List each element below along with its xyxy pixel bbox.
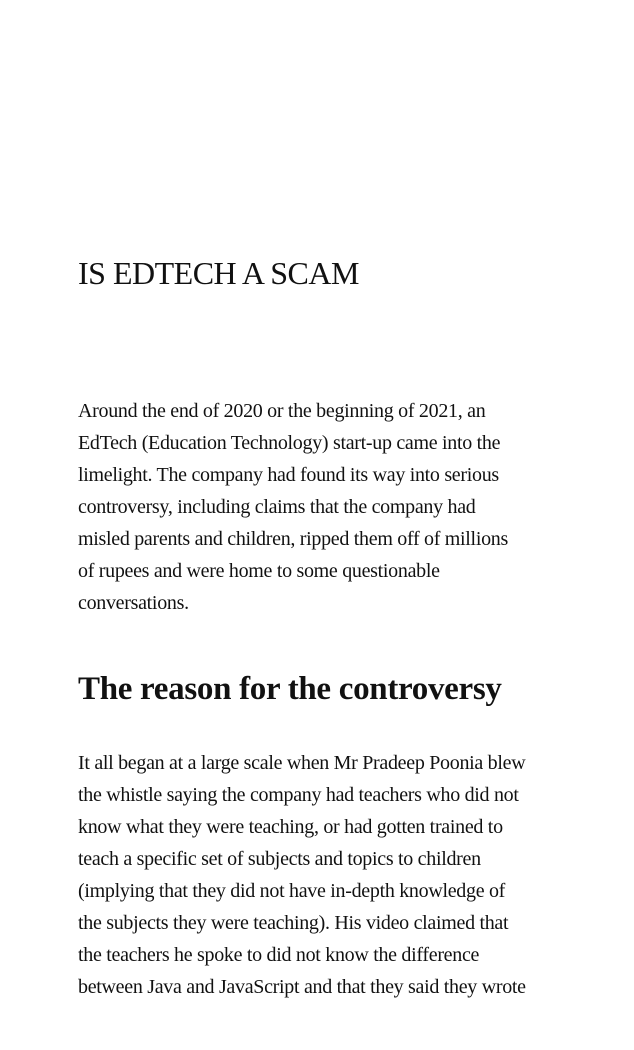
chapter-title: IS EDTECH A SCAM: [78, 255, 359, 291]
intro-paragraph: [78, 395, 558, 619]
section-paragraph: [78, 747, 558, 1003]
paragraph-line: Around the end of 2020 or the beginning of 2021, an: [78, 400, 486, 422]
paragraph-line: know what they were teaching, or had gotten trained to: [78, 816, 503, 838]
paragraph-line: between Java and JavaScript and that they said they wrote: [78, 976, 526, 998]
paragraph-line: of rupees and were home to some questionable: [78, 560, 440, 582]
paragraph-line: conversations.: [78, 592, 189, 614]
paragraph-line: the whistle saying the company had teachers who did not: [78, 784, 519, 806]
paragraph-line: the subjects they were teaching). His video claimed that: [78, 912, 509, 934]
paragraph-line: (implying that they did not have in-depth knowledge of: [78, 880, 506, 902]
section-heading: The reason for the controversy: [78, 671, 502, 707]
paragraph-line: misled parents and children, ripped them off of millions: [78, 528, 508, 550]
paragraph-line: controversy, including claims that the company had: [78, 496, 476, 518]
paragraph-line: limelight. The company had found its way into serious: [78, 464, 499, 486]
paragraph-line: teach a specific set of subjects and topics to children: [78, 848, 481, 870]
paragraph-line: It all began at a large scale when Mr Pradeep Poonia blew: [78, 752, 526, 774]
paragraph-line: the teachers he spoke to did not know the difference: [78, 944, 480, 966]
paragraph-line: EdTech (Education Technology) start-up came into the: [78, 432, 501, 454]
